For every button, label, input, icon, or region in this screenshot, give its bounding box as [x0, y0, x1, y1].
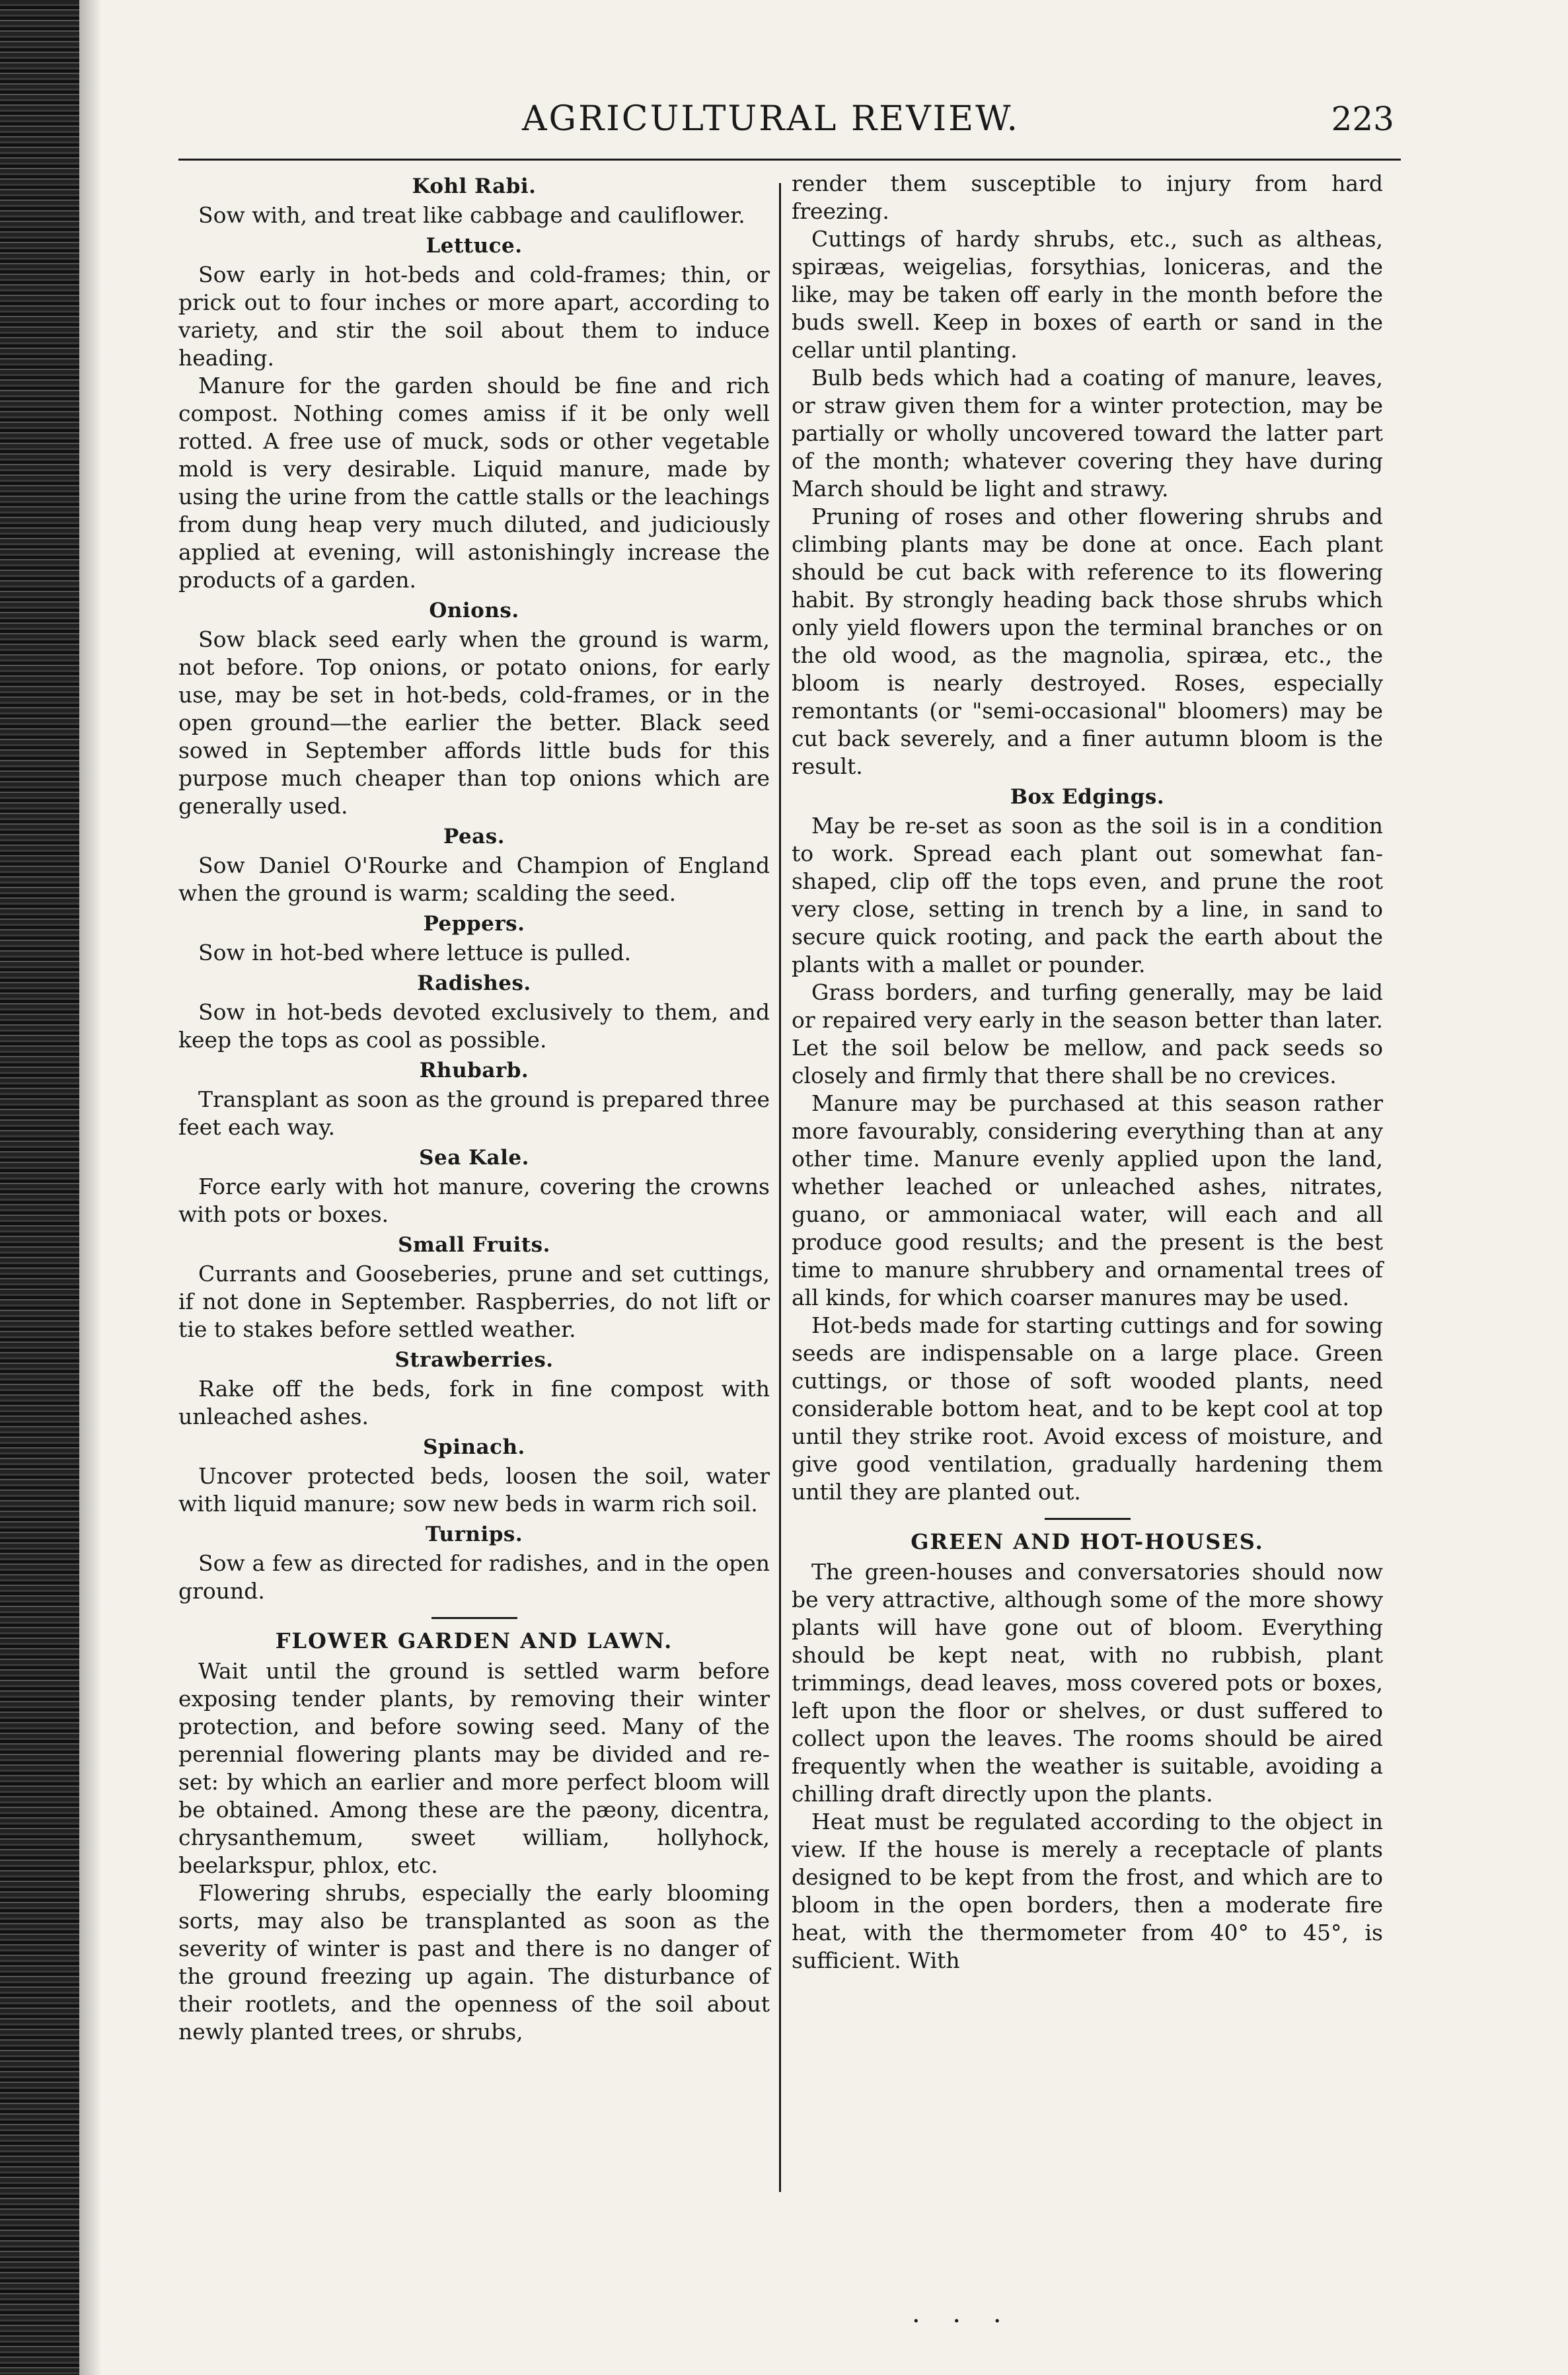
paragraph: Wait until the ground is settled warm before exposing tender plants, by removing their winter protection, and before sowing seed. Many of the perennial flowering plants may be divided and re-set: by which an earlier and more perfect bloom will be obtained. Among these are the pæony, dicentra, chrysanthemum, sweet william, hollyhock, beelarkspur, phlox, etc. [178, 1658, 770, 1878]
right-column [781, 170, 1383, 2192]
subsection-heading: Small Fruits. [398, 1233, 550, 1257]
page-number: 223 [1331, 100, 1394, 138]
left-column [178, 170, 779, 2192]
paragraph: Rake off the beds, fork in fine compost with unleached ashes. [178, 1376, 770, 1429]
section-heading: GREEN AND HOT-HOUSES. [911, 1529, 1264, 1554]
subsection-heading: Peas. [443, 825, 505, 848]
paragraph: Manure may be purchased at this season rather more favourably, considering everything than at any other time. Manure evenly applied upon the land, whether leached or unleached ashes, nitrates, guano, or ammoniacal water, will each and all produce good results; and the present is the best time to manure shrubbery and ornamental trees of all kinds, for which coarser manures may be used. [792, 1090, 1383, 1310]
paragraph: Sow in hot-beds devoted exclusively to them, and keep the tops as cool as possible. [178, 999, 770, 1053]
paragraph: render them susceptible to injury from hard freezing. [792, 170, 1383, 224]
paragraph: Transplant as soon as the ground is prepared three feet each way. [178, 1086, 770, 1140]
subsection-heading: Lettuce. [426, 234, 523, 258]
paragraph: Sow early in hot-beds and cold-frames; thin, or prick out to four inches or more apart, according to variety, and stir the soil about them to induce heading. [178, 262, 770, 371]
paragraph: Sow a few as directed for radishes, and in the open ground. [178, 1550, 770, 1604]
running-header [178, 99, 1401, 145]
subsection-heading: Sea Kale. [419, 1146, 529, 1170]
paragraph: Cuttings of hardy shrubs, etc., such as altheas, spiræas, weigelias, forsythias, loniceras, and the like, may be taken off early in the month before the buds swell. Keep in boxes of earth or sand in the cellar until planting. [792, 226, 1383, 363]
footer-marks: · · · [912, 2306, 1014, 2337]
paragraph: Force early with hot manure, covering the crowns with pots or boxes. [178, 1174, 770, 1227]
paragraph: Manure for the garden should be fine and rich compost. Nothing comes amiss if it be only well rotted. A free use of muck, sods or other vegetable mold is very desirable. Liquid manure, made by using the urine from the cattle stalls or the leachings from dung heap very much diluted, and judiciously applied at evening, will astonishingly increase the products of a garden. [178, 373, 770, 593]
paragraph: Currants and Gooseberies, prune and set cuttings, if not done in September. Raspberries, do not lift or tie to stakes before settled weather. [178, 1261, 770, 1342]
paragraph: Hot-beds made for starting cuttings and for sowing seeds are indispensable on a large place. Green cuttings, or those of soft wooded plants, need considerable bottom heat, and to be kept cool at top until they strike root. Avoid excess of moisture, and give good ventilation, gradually hardening them until they are planted out. [792, 1312, 1383, 1505]
journal-page [178, 99, 1401, 2192]
section-rule [431, 1617, 517, 1619]
subsection-heading: Spinach. [423, 1435, 525, 1459]
subsection-heading: Strawberries. [394, 1348, 554, 1372]
paragraph: The green-houses and conversatories should now be very attractive, although some of the more showy plants will have gone out of bloom. Everything should be kept neat, with no rubbish, plant trimmings, dead leaves, moss covered pots or boxes, left upon the floor or shelves, or dust suffered to collect upon the leaves. The rooms should be aired frequently when the weather is suitable, avoiding a chilling draft directly upon the plants. [792, 1559, 1383, 1807]
paragraph: Sow with, and treat like cabbage and cauliflower. [198, 202, 745, 228]
subsection-heading: Box Edgings. [1010, 785, 1165, 809]
header-rule [178, 159, 1401, 161]
paragraph: May be re-set as soon as the soil is in a condition to work. Spread each plant out somewhat fan-shaped, clip off the tops even, and prune the root very close, setting in trench by a line, in sand to secure quick rooting, and pack the earth about the plants with a mallet or pounder. [792, 813, 1383, 977]
subsection-heading: Onions. [429, 599, 519, 622]
paragraph: Grass borders, and turfing generally, may be laid or repaired very early in the season better than later. Let the soil below be mellow, and pack seeds so closely and firmly that there shall be no crevices. [792, 979, 1383, 1088]
paragraph: Uncover protected beds, loosen the soil, water with liquid manure; sow new beds in warm rich soil. [178, 1463, 770, 1517]
section-rule [1045, 1518, 1131, 1520]
section-heading: FLOWER GARDEN AND LAWN. [275, 1628, 673, 1653]
paragraph: Bulb beds which had a coating of manure, leaves, or straw given them for a winter protection, may be partially or wholly uncovered toward the latter part of the month; whatever covering they have during March should be light and strawy. [792, 365, 1383, 502]
paragraph: Flowering shrubs, especially the early blooming sorts, may also be transplanted as soon as the severity of winter is past and there is no danger of the ground freezing up again. The disturbance of their rootlets, and the openness of the soil about newly planted trees, or shrubs, [178, 1880, 770, 2045]
paragraph: Heat must be regulated according to the object in view. If the house is merely a receptacle of plants designed to be kept from the frost, and which are to bloom in the open borders, then a moderate fire heat, with the thermometer from 40° to 45°, is sufficient. With [792, 1809, 1383, 1973]
paragraph: Sow in hot-bed where lettuce is pulled. [198, 940, 632, 965]
running-title: AGRICULTURAL REVIEW. [522, 99, 1020, 139]
subsection-heading: Kohl Rabi. [412, 174, 537, 198]
subsection-heading: Radishes. [417, 971, 531, 995]
subsection-heading: Peppers. [423, 912, 525, 936]
paragraph: Pruning of roses and other flowering shrubs and climbing plants may be done at once. Each plant should be cut back with reference to its flowering habit. By strongly heading back those shrubs which only yield flowers upon the terminal branches or on the old wood, as the magnolia, spiræa, etc., the bloom is nearly destroyed. Roses, especially remontants (or "semi-occasional" bloomers) may be cut back severely, and a finer autumn bloom is the result. [792, 504, 1383, 779]
subsection-heading: Turnips. [425, 1523, 523, 1546]
subsection-heading: Rhubarb. [419, 1059, 529, 1082]
book-binding-edge [0, 0, 79, 2375]
paragraph: Sow black seed early when the ground is warm, not before. Top onions, or potato onions, for early use, may be set in hot-beds, cold-frames, or in the open ground—the earlier the better. Black seed sowed in September affords little buds for this purpose much cheaper than top onions which are generally used. [178, 626, 770, 819]
paragraph: Sow Daniel O'Rourke and Champion of England when the ground is warm; scalding the seed. [178, 852, 770, 906]
text-columns [178, 170, 1401, 2192]
